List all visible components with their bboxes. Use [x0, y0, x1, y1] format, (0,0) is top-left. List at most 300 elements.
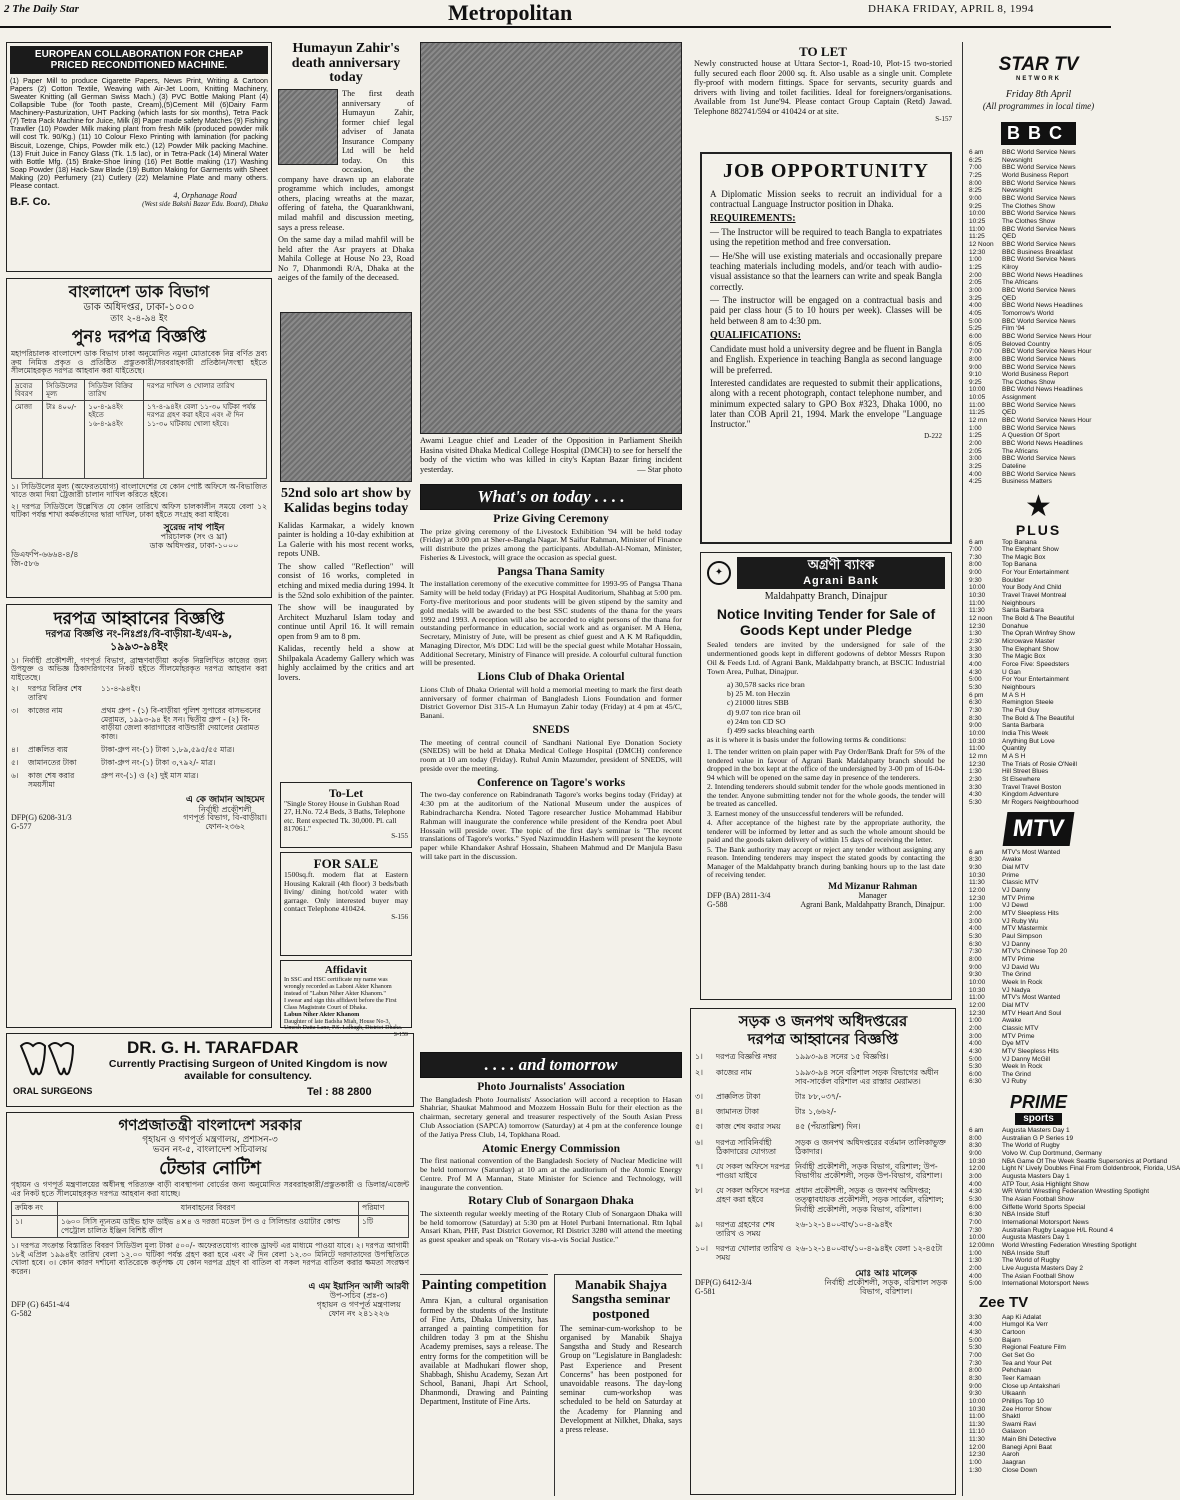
- sorok-row-label: প্রাক্কলিত টাকা: [716, 1091, 761, 1101]
- plus-time: 6 am: [969, 538, 984, 546]
- gonopurto-heading: টেন্ডার নোটিশ: [159, 1157, 261, 1179]
- prime-row: [969, 1196, 1108, 1204]
- plus-show: The Bold & The Beautiful: [1002, 714, 1075, 722]
- bbaria-row: [11, 772, 267, 790]
- dak-signer: সুরেন্দ্র নাথ পাইন: [163, 522, 225, 533]
- gonopurto-cell: ১৬০০ সিসি ন্যূনতম ডাইভ হাফ ডাইভ ৪×৪ ও দরজা মডেল টপ ও ৫ সিলিন্ডার ওয়াটার কোল্ড পেট্রোল চালিত ইঞ্জিন বিশিষ্ট জীপ: [58, 1215, 359, 1238]
- tolet-small-body: "Single Storey House in Gulshan Road 27, H.No. 72.4 Beds, 3 Baths, Telephone etc. Rent expected Tk. 30,000. Pl. call 817061.": [284, 799, 405, 833]
- bfco-addr1: 4, Orphanage Road: [173, 190, 237, 200]
- painting-body: Amra Kjan, a cultural organisation formed by the students of the Institute of Fine Arts, Dhaka University, has arranged a painting competition for children today 3 pm at the Shishu Academy premises, says a release. The entry forms for the competition will be available at Madhukari flower shop, Shabbagh, Shishu Academy, Sezan Art School, Banani, Jhapi Art School, Dhanmondi, Drawing and Painting Department, Institute of Fine Arts.: [420, 1296, 548, 1407]
- sorok-row-label: কাজ শেষ করার সময়: [716, 1122, 781, 1132]
- tv-note: (All programmes in local time): [982, 101, 1095, 112]
- sorok-row: [695, 1107, 951, 1116]
- sorok-row: [695, 1244, 951, 1262]
- plus-logo: [969, 492, 1108, 539]
- plus-row: [969, 646, 1108, 654]
- prime-row: [969, 1273, 1108, 1281]
- plus-row: [969, 799, 1108, 807]
- zee-row: [969, 1428, 1108, 1436]
- prime-show: The World of Rugby: [1002, 1257, 1060, 1265]
- bbc-time: 7:25: [969, 172, 982, 180]
- prime-logo-sub: sports: [1015, 1113, 1062, 1125]
- job-req-heading: REQUIREMENTS:: [710, 213, 796, 225]
- plus-row: [969, 784, 1108, 792]
- gonopurto-col-3: পরিমাণ: [359, 1201, 409, 1215]
- plus-show: Your Body And Child: [1002, 584, 1062, 592]
- prime-time: 8:00: [969, 1134, 982, 1142]
- zee-time: 11:30: [969, 1420, 985, 1428]
- plus-time: 9:30: [969, 576, 982, 584]
- plus-show: Anything But Love: [1002, 737, 1055, 745]
- sorok-row: [695, 1162, 951, 1180]
- agrani-goods: [707, 680, 945, 735]
- bbc-time: 1:25: [969, 263, 982, 271]
- zee-row: [969, 1314, 1108, 1322]
- prime-time: 5:30: [969, 1196, 982, 1204]
- zee-row: [969, 1360, 1108, 1368]
- sorok-row-num: ৭।: [695, 1161, 703, 1171]
- prime-schedule: [969, 1127, 1180, 1288]
- agrani-good-item: b) 25 M. ton Heczin: [727, 689, 791, 699]
- sorok-row-value: ৪৫ (পঁয়তাল্লিশ) দিন।: [795, 1122, 861, 1132]
- bbc-row: [969, 356, 1108, 364]
- prime-show: Augusta Masters Day 1: [1002, 1173, 1070, 1181]
- job-req-1: — The Instructor will be required to teach Bangla to expatriates using the repetition method and free conversation.: [710, 227, 942, 248]
- plus-logo-text: PLUS: [1015, 522, 1062, 538]
- kalidas-p4: Kalidas, recently held a show at Shilpakala Academy Gallery which was highly acclaimed by the critics and art lovers.: [278, 644, 414, 682]
- mtv-time: 5:30: [969, 933, 982, 941]
- prime-time: 12:00: [969, 1165, 986, 1173]
- sorok-sigline: নির্বাহী প্রকৌশলী, সড়ক, বরিশাল সড়ক বিভাগ, বরিশাল।: [824, 1277, 948, 1296]
- mtv-row: [969, 1025, 1108, 1033]
- sorok-ref2: G-581: [695, 1286, 716, 1296]
- tolet-big-ref: S-157: [935, 114, 952, 123]
- plus-row: [969, 607, 1108, 615]
- prime-show: Volvo W. Cup Dortmund, Germany: [1002, 1150, 1102, 1158]
- mtv-time: 3:00: [969, 1032, 982, 1040]
- plus-row: [969, 600, 1108, 608]
- plus-time: 3:30: [969, 653, 982, 661]
- dak-date: তাং ২-৪-৯৪ ইং: [110, 313, 168, 324]
- mtv-show: MTV Prime: [1002, 955, 1035, 963]
- prime-time: 8:30: [969, 1142, 982, 1150]
- prime-time: 6:00: [969, 1203, 982, 1211]
- sorok-row: [695, 1186, 951, 1214]
- dak-cell: মোজা: [12, 401, 43, 479]
- plus-schedule: [969, 539, 1108, 807]
- forsale-ad: [280, 852, 412, 956]
- prime-logo: [969, 1092, 1108, 1125]
- bbc-row: [969, 348, 1108, 356]
- mtv-row: [969, 902, 1108, 910]
- sorok-tender: [690, 1008, 956, 1495]
- plus-show: Santa Barbara: [1002, 607, 1044, 615]
- zee-time: 4:30: [969, 1328, 982, 1336]
- prime-row: [969, 1280, 1108, 1288]
- bbc-row: [969, 180, 1108, 188]
- tolet-big-body: Newly constructed house at Uttara Sector-1, Road-10, Plot-15 two-storied fully secured each floor 2000 sq. ft. Also usable as a single unit. Complete fly-proof with modern fittings. Space for servants, security guards and drivers with living and toilet facilities. Ideal for foreigners/organisations. Available from 1st June'94. Please contact Group Captain (Retd) Jawad. Telephone 882741/594 or 410424 or at site.: [694, 59, 952, 116]
- gonopurto-cell: ১টি: [359, 1215, 409, 1238]
- bbc-show: BBC World Service News: [1002, 470, 1076, 478]
- zee-time: 11:10: [969, 1428, 985, 1436]
- agrani-headline: Notice Inviting Tender for Sale of Goods Kept under Pledge: [716, 606, 936, 639]
- prime-row: [969, 1142, 1108, 1150]
- humayun-title: Humayun Zahir's death anniversary today: [291, 41, 401, 86]
- mtv-row: [969, 910, 1108, 918]
- mtv-logo-text: MTV: [1003, 812, 1074, 846]
- plus-show: Quantity: [1002, 745, 1027, 753]
- sorok-row: [695, 1068, 951, 1086]
- bbc-row: [969, 195, 1108, 203]
- mtv-show: Week In Rock: [1002, 978, 1043, 986]
- mtv-show: VJ Danny: [1002, 887, 1031, 895]
- bfco-ad: [6, 42, 272, 272]
- prime-show: International Motorsport News: [1002, 1280, 1089, 1288]
- zee-time: 1:00: [969, 1459, 982, 1467]
- plus-time: 12 mn: [969, 752, 988, 760]
- tolet-small-ref: S-155: [391, 832, 408, 841]
- sorok-row: [695, 1220, 951, 1238]
- event-heading: Atomic Energy Commission: [482, 1142, 620, 1155]
- bbc-show: World Business Report: [1002, 172, 1069, 180]
- sorok-row: [695, 1138, 951, 1156]
- mtv-show: VJ Ruby Wu: [1002, 917, 1039, 925]
- plus-time: 10:30: [969, 592, 986, 600]
- mtv-time: 1:00: [969, 1017, 982, 1025]
- prime-row: [969, 1257, 1108, 1265]
- plus-time: 4:00: [969, 661, 982, 669]
- dak-note-1: ১। সিডিউলের মূল্য (অফেরতযোগ্য) বাংলাদেশের যে কোন পোষ্ট অফিসে অ-বিভাজিত খাতে জমা দিয়া ট্রেজারী চালান দাখিল করিতে হইবে।: [11, 482, 267, 500]
- mtv-row: [969, 887, 1108, 895]
- plus-row: [969, 730, 1108, 738]
- bbc-time: 3:25: [969, 463, 982, 471]
- whats-on-banner: [420, 484, 682, 510]
- bbc-show: BBC World Service News: [1002, 401, 1076, 409]
- prime-time: 10:00: [969, 1234, 986, 1242]
- plus-show: For Your Entertainment: [1002, 676, 1069, 684]
- mtv-row: [969, 964, 1108, 972]
- prime-row: [969, 1127, 1108, 1135]
- bbaria-row-num: ৫।: [11, 757, 19, 767]
- bfco-name: B.F. Co.: [10, 195, 51, 208]
- plus-time: 8:00: [969, 561, 982, 569]
- bbc-show: BBC World Service News: [1002, 149, 1076, 157]
- bbc-row: [969, 302, 1108, 310]
- event-body: The prize giving ceremony of the Livestock Exhibition '94 will be held today (Friday) at 3:00 pm at Sher-e-Bangla Nagar. M Saifur Rahman, Minister of Finance will distribute the prizes among the participants. Abdullah-Al-Noman, Minister, Fisheries & Livestock, will grace the occasion as special guest.: [420, 526, 682, 562]
- bbc-row: [969, 364, 1108, 372]
- bbaria-row-label: জামানতের টাকা: [28, 757, 77, 767]
- humayun-article: [278, 42, 414, 307]
- bbc-show: QED: [1002, 294, 1017, 302]
- bbc-show: Beloved Country: [1002, 340, 1051, 348]
- prime-time: 6 am: [969, 1127, 984, 1135]
- bbc-row: [969, 402, 1108, 410]
- mtv-row: [969, 864, 1108, 872]
- plus-time: 5:30: [969, 798, 982, 806]
- bbc-time: 9:25: [969, 202, 982, 210]
- zee-time: 10:30: [969, 1405, 986, 1413]
- bbc-time: 6:25: [969, 156, 982, 164]
- bbc-row: [969, 249, 1108, 257]
- sorok-row-label: জামানত টাকা: [716, 1107, 760, 1117]
- agrani-sigline: Manager: [858, 891, 887, 901]
- bbc-time: 6 am: [969, 149, 984, 157]
- zee-row: [969, 1398, 1108, 1406]
- plus-show: India This Week: [1002, 729, 1049, 737]
- agrani-en: Agrani Bank: [737, 574, 945, 589]
- zee-time: 9:00: [969, 1382, 982, 1390]
- plus-row: [969, 692, 1108, 700]
- zee-row: [969, 1383, 1108, 1391]
- plus-time: 3:30: [969, 645, 982, 653]
- mtv-time: 12:30: [969, 894, 986, 902]
- sorok-row-label: যে সকল অফিসে দরপত্র পাওয়া যাইবে: [716, 1161, 790, 1181]
- prime-row: [969, 1226, 1114, 1235]
- sorok-rows: [695, 1052, 951, 1262]
- bbc-show: BBC World Service News Hour: [1002, 348, 1092, 356]
- prime-time: 1:00: [969, 1249, 982, 1257]
- tolet-small-ad: [280, 782, 412, 848]
- mtv-show: MTV Heart And Soul: [1002, 1009, 1062, 1017]
- plus-time: 8:30: [969, 714, 982, 722]
- sorok-row-value: ১৯৯৩-৯৪ সনের ১৫ বিজ্ঞপ্তি।: [795, 1052, 889, 1062]
- bfco-title: EUROPEAN COLLABORATION FOR CHEAP PRICED RECONDITIONED MACHINE.: [10, 46, 268, 74]
- zee-row: [969, 1352, 1108, 1360]
- zee-time: 9:30: [969, 1390, 982, 1398]
- tooth-icon: [15, 1040, 73, 1080]
- mtv-show: Classic MTV: [1002, 879, 1039, 887]
- prime-row: [969, 1173, 1108, 1181]
- plus-row: [969, 584, 1108, 592]
- prime-time: 5:00: [969, 1280, 982, 1288]
- sorok-row-label: দরপত্র গ্রহণের শেষ তারিখ ও সময়: [716, 1219, 775, 1238]
- plus-show: Santa Barbara: [1002, 722, 1044, 730]
- bbc-show: A Question Of Sport: [1002, 432, 1060, 440]
- zee-time: 11:30: [969, 1436, 985, 1444]
- prime-time: 10:30: [969, 1157, 986, 1165]
- mtv-show: VJ Dewd: [1002, 902, 1029, 910]
- plus-show: St Elsewhere: [1002, 775, 1041, 783]
- bbc-time: 5:00: [969, 317, 982, 325]
- mtv-time: 3:00: [969, 917, 982, 925]
- mtv-row: [969, 933, 1108, 941]
- bbc-time: 8:00: [969, 179, 982, 187]
- zee-row: [969, 1367, 1108, 1375]
- plus-row: [969, 592, 1108, 600]
- plus-show: Neighbours: [1002, 683, 1036, 691]
- bbc-time: 11:25: [969, 233, 985, 241]
- sorok-row-value: সড়ক ও জনপথ অধিদপ্তরের বর্তমান তালিকাভুক্ত ঠিকাদার।: [795, 1137, 946, 1156]
- mtv-show: Week In Rock: [1002, 1063, 1043, 1071]
- mtv-row: [969, 948, 1108, 956]
- tarafdar-name: DR. G. H. TARAFDAR: [127, 1038, 299, 1057]
- mtv-row: [969, 987, 1108, 995]
- bbc-row: [969, 279, 1108, 287]
- plus-show: Boulder: [1002, 576, 1025, 584]
- tv-date: Friday 8th April: [1005, 89, 1072, 101]
- gonopurto-signer: এ এম ইয়াসিন আলী আরবী: [308, 1282, 409, 1293]
- mtv-show: Awake: [1002, 856, 1022, 864]
- bbc-show: BBC World Service News: [1002, 317, 1076, 325]
- bbc-time: 12 mn: [969, 417, 988, 425]
- gonopurto-intro: গৃহায়ন ও গণপূর্ত মন্ত্রণালয়ের অধীনস্থ পরিত্যক্ত বাড়ী ব্যবস্থাপনা বোর্ডের জন্য অনুমোদিত সরবরাহকারী/প্রস্তুতকারী ও ডিলার/এজেন্ট এর নিকট হতে সীলমোহরকৃত দরপত্র আহবান করা যাচ্ছে।: [11, 1180, 409, 1198]
- event-heading: Lions Club of Dhaka Oriental: [477, 671, 625, 684]
- bbc-time: 9:00: [969, 195, 982, 203]
- agrani-term: 3. Earnest money of the unsuccessful tenderers will be refunded.: [707, 808, 904, 818]
- zee-time: 1:30: [969, 1466, 982, 1474]
- bbc-row: [969, 379, 1108, 387]
- zee-row: [969, 1406, 1108, 1414]
- plus-time: 12:30: [969, 622, 986, 630]
- kalidas-artwork: [280, 312, 412, 482]
- dak-sub: ডাক অধিদপ্তর, ঢাকা-১০০০: [83, 301, 195, 313]
- sorok-row-num: ২।: [695, 1067, 703, 1077]
- job-ad: [700, 152, 952, 544]
- affidavit-title: Affidavit: [324, 964, 368, 976]
- bbaria-body: ১। নির্বাহী প্রকৌশলী, গণপূর্ত বিভাগ, ব্রাহ্মণবাড়ীয়া কর্তৃক নিম্নলিখিত কাজের জন্য উপযুক্ত ও অভিজ্ঞ ঠিকাদারগণের নিকট হইতে সীলমোহরকৃত দরপত্র আহবান করা যাইতেছে।: [11, 655, 267, 682]
- plus-time: 12:30: [969, 760, 986, 768]
- zee-row: [969, 1413, 1108, 1421]
- painting-title: Painting competition: [421, 1278, 547, 1293]
- bbc-show: BBC World News Headlines: [1002, 440, 1083, 448]
- bbaria-row-label: কাজের নাম: [28, 705, 63, 715]
- zee-show: Galaxon: [1002, 1428, 1027, 1436]
- prime-time: 4:00: [969, 1180, 982, 1188]
- bbc-show: World Business Report: [1002, 371, 1069, 379]
- dak-col-1: দ্রব্যের বিবরণ: [12, 379, 43, 401]
- mtv-row: [969, 941, 1108, 949]
- agrani-good-item: f) 499 sacks bleaching earth: [727, 726, 815, 736]
- bbc-time: 2:05: [969, 279, 982, 287]
- event-body: The sixteenth regular weekly meeting of the Rotary Club of Sonargaon Dhaka will be held tomorrow (Saturday) at 5:30 pm at Hotel Purbani International. Rtn Iqbal Ansari Khan, PHF, Past District Governor, RI District 3280 will attend the meeting as guest speaker and speak on "Rotary vis-a-vis Social Justice.": [420, 1208, 682, 1245]
- plus-row: [969, 768, 1108, 776]
- agrani-good-item: e) 24m ton CD SO: [727, 716, 786, 726]
- sorok-row-num: ৩।: [695, 1091, 703, 1101]
- zee-show: Tea and Your Pet: [1002, 1359, 1052, 1367]
- dak-col-3: সিডিউল বিক্রির তারিখ: [85, 379, 144, 401]
- zee-show: Regional Feature Film: [1002, 1344, 1066, 1352]
- prime-show: Australian Rugby League H/L Round 4: [1002, 1226, 1114, 1234]
- bbc-time: 12:30: [969, 248, 986, 256]
- prime-show: Live Augusta Masters Day 2: [1002, 1264, 1083, 1272]
- tolet-big-title: TO LET: [799, 44, 847, 59]
- bbc-show: BBC World Service News: [1002, 256, 1076, 264]
- mtv-time: 12:00: [969, 1001, 986, 1009]
- mtv-row: [969, 872, 1108, 880]
- sorok-row-label: যে সকল অফিসে দরপত্র গ্রহণ করা হইবে: [716, 1186, 790, 1205]
- prime-row: [969, 1219, 1108, 1227]
- bbc-row: [969, 203, 1108, 211]
- mtv-show: MTV's Most Wanted: [1002, 848, 1061, 856]
- agrani-term: 2. Intending tenderers should submit tender for the whole goods mentioned in the tender. Anyone submitting tender not for the whole goods, the tender will be treated as cancelled.: [707, 782, 945, 809]
- zee-schedule: [969, 1314, 1108, 1475]
- prime-row: [969, 1204, 1108, 1212]
- plus-time: 2:30: [969, 638, 982, 646]
- plus-show: Kingdom Adventure: [1002, 791, 1059, 799]
- tomorrow-list: [420, 1081, 682, 1245]
- sorok-row: [695, 1052, 951, 1061]
- job-apply: Interested candidates are requested to submit their applications, along with a recent photograph, contact telephone number, and minimum expected salary to GPO Box #323, Dhaka 1000, no later than COB April 21, 1994. Mark the envelope "Language Instructor.": [710, 378, 942, 430]
- star-tv-logo: STAR TV: [998, 54, 1079, 75]
- plus-show: Donahue: [1002, 622, 1029, 630]
- bbc-row: [969, 409, 1108, 417]
- agrani-logo-icon: ✦: [707, 561, 731, 585]
- job-qual-heading: QUALIFICATIONS:: [710, 330, 801, 342]
- bbc-show: Film '94: [1002, 325, 1025, 333]
- bbc-schedule: [969, 149, 1108, 486]
- bbaria-row-value: প্রথম গ্রুপ - (১) বি-বাড়ীয়া পুলিশ সুপারের বাসভবনের মেরামত, ১৯৯৩-৯৪ ইং সন। দ্বিতীয় গ্রুপ - (২) বি-বাড়ীয়া জেলা কারাগারের বাউন্ডারী দেয়ালের মেরামত কাজ।: [101, 705, 261, 742]
- gonopurto-cell: ১।: [12, 1215, 58, 1238]
- mtv-row: [969, 1040, 1108, 1048]
- bbc-row: [969, 333, 1108, 341]
- bbc-row: [969, 233, 1108, 241]
- bbc-row: [969, 318, 1108, 326]
- sorok-row-value: প্রধান প্রকৌশলী, সড়ক ও জনপথ অধিদপ্তর; তত্ত্বাবধায়ক প্রকৌশলী, সড়ক সার্কেল, বরিশাল; নির্বাহী প্রকৌশলী, সড়ক বিভাগ, বরিশাল।: [795, 1186, 944, 1214]
- bbc-time: 4:25: [969, 478, 982, 486]
- bbc-row: [969, 264, 1108, 272]
- bbc-time: 11:25: [969, 409, 985, 417]
- bbc-show: BBC World Service News Hour: [1002, 332, 1092, 340]
- bbc-show: Business Matters: [1002, 478, 1052, 486]
- zee-show: Humgol Ka Verr: [1002, 1321, 1048, 1329]
- prime-time: 2:00: [969, 1264, 982, 1272]
- sorok-row-label: দরপত্র সাবিনির্বাহী ঠিকাদারের যোগ্যতা: [716, 1137, 777, 1156]
- bbc-show: BBC World Service News: [1002, 286, 1076, 294]
- plus-row: [969, 722, 1108, 730]
- mtv-time: 11:30: [969, 879, 985, 887]
- gonopurto-phone: ফোন নং ২৪১২২৬: [328, 1309, 390, 1318]
- mtv-time: 6 am: [969, 848, 984, 856]
- dak-cell: ১৭-৪-৯৪ইং বেলা ১১-৩০ ঘটিকা পর্যন্ত দরপত্র গ্রহণ করা হইবে এবং ঐ দিন ১১-৩০ ঘটিকায় খোলা হইবে।: [144, 401, 267, 479]
- plus-show: For Your Entertainment: [1002, 569, 1069, 577]
- manabik-title: Manabik Shajya Sangstha seminar postponed: [571, 1277, 671, 1321]
- section-title: Metropolitan: [440, 0, 580, 26]
- zee-show: Teer Kamaan: [1002, 1374, 1041, 1382]
- agrani-bn: অগ্রণী ব্যাংক: [737, 557, 945, 574]
- sorok-row-num: ১।: [695, 1052, 703, 1062]
- prime-show: The Asian Football Show: [1002, 1272, 1074, 1280]
- bbc-time: 11:00: [969, 225, 985, 233]
- bbc-time: 1:00: [969, 256, 982, 264]
- bbc-show: BBC World Service News: [1002, 355, 1076, 363]
- zee-time: 8:30: [969, 1374, 982, 1382]
- zee-time: 5:00: [969, 1336, 982, 1344]
- plus-row: [969, 676, 1108, 684]
- mtv-row: [969, 1033, 1108, 1041]
- bbc-time: 2:00: [969, 271, 982, 279]
- prime-show: WR World Wrestling Federation Wrestling Spotlight: [1002, 1188, 1150, 1196]
- whats-on-section: [420, 484, 682, 1052]
- dateline: DHAKA FRIDAY, APRIL 8, 1994: [868, 3, 1034, 15]
- zee-show: Cartoon: [1002, 1328, 1026, 1336]
- tv-listings: [962, 42, 1180, 1496]
- mtv-time: 5:30: [969, 1063, 982, 1071]
- bbc-row: [969, 241, 1108, 249]
- zee-time: 3:30: [969, 1313, 982, 1321]
- photo-caption-text: Awami League chief and Leader of the Opposition in Parliament Sheikh Hasina visited Dhaka Medical College Hospital (DMCH) to see for herself the body of the victim who was killed in city's Kaptan Bazar firing incident yesterday.: [420, 436, 682, 474]
- prime-time: 7:00: [969, 1219, 982, 1227]
- bbaria-row-num: ৪।: [11, 745, 19, 755]
- agrani-term: 5. The Bank authority may accept or reject any tender without assigning any reason. Intending tenderers may inspect the stated goods by contacting the Manager of the Maldahpatty branch during banking hours up to the last date of receiving tender.: [707, 844, 945, 880]
- plus-show: The Bold & The Beautiful: [1002, 615, 1075, 623]
- masthead-rule: [0, 26, 1111, 28]
- plus-time: 6 pm: [969, 691, 984, 699]
- bbc-time: 1:00: [969, 424, 982, 432]
- bbc-time: 10:00: [969, 210, 986, 218]
- affidavit-ref: S-159: [393, 1032, 408, 1039]
- zee-show: Aap Ki Adalat: [1002, 1313, 1042, 1321]
- sorok-row-value: টাঃ ১,৬৬২/-: [795, 1107, 837, 1117]
